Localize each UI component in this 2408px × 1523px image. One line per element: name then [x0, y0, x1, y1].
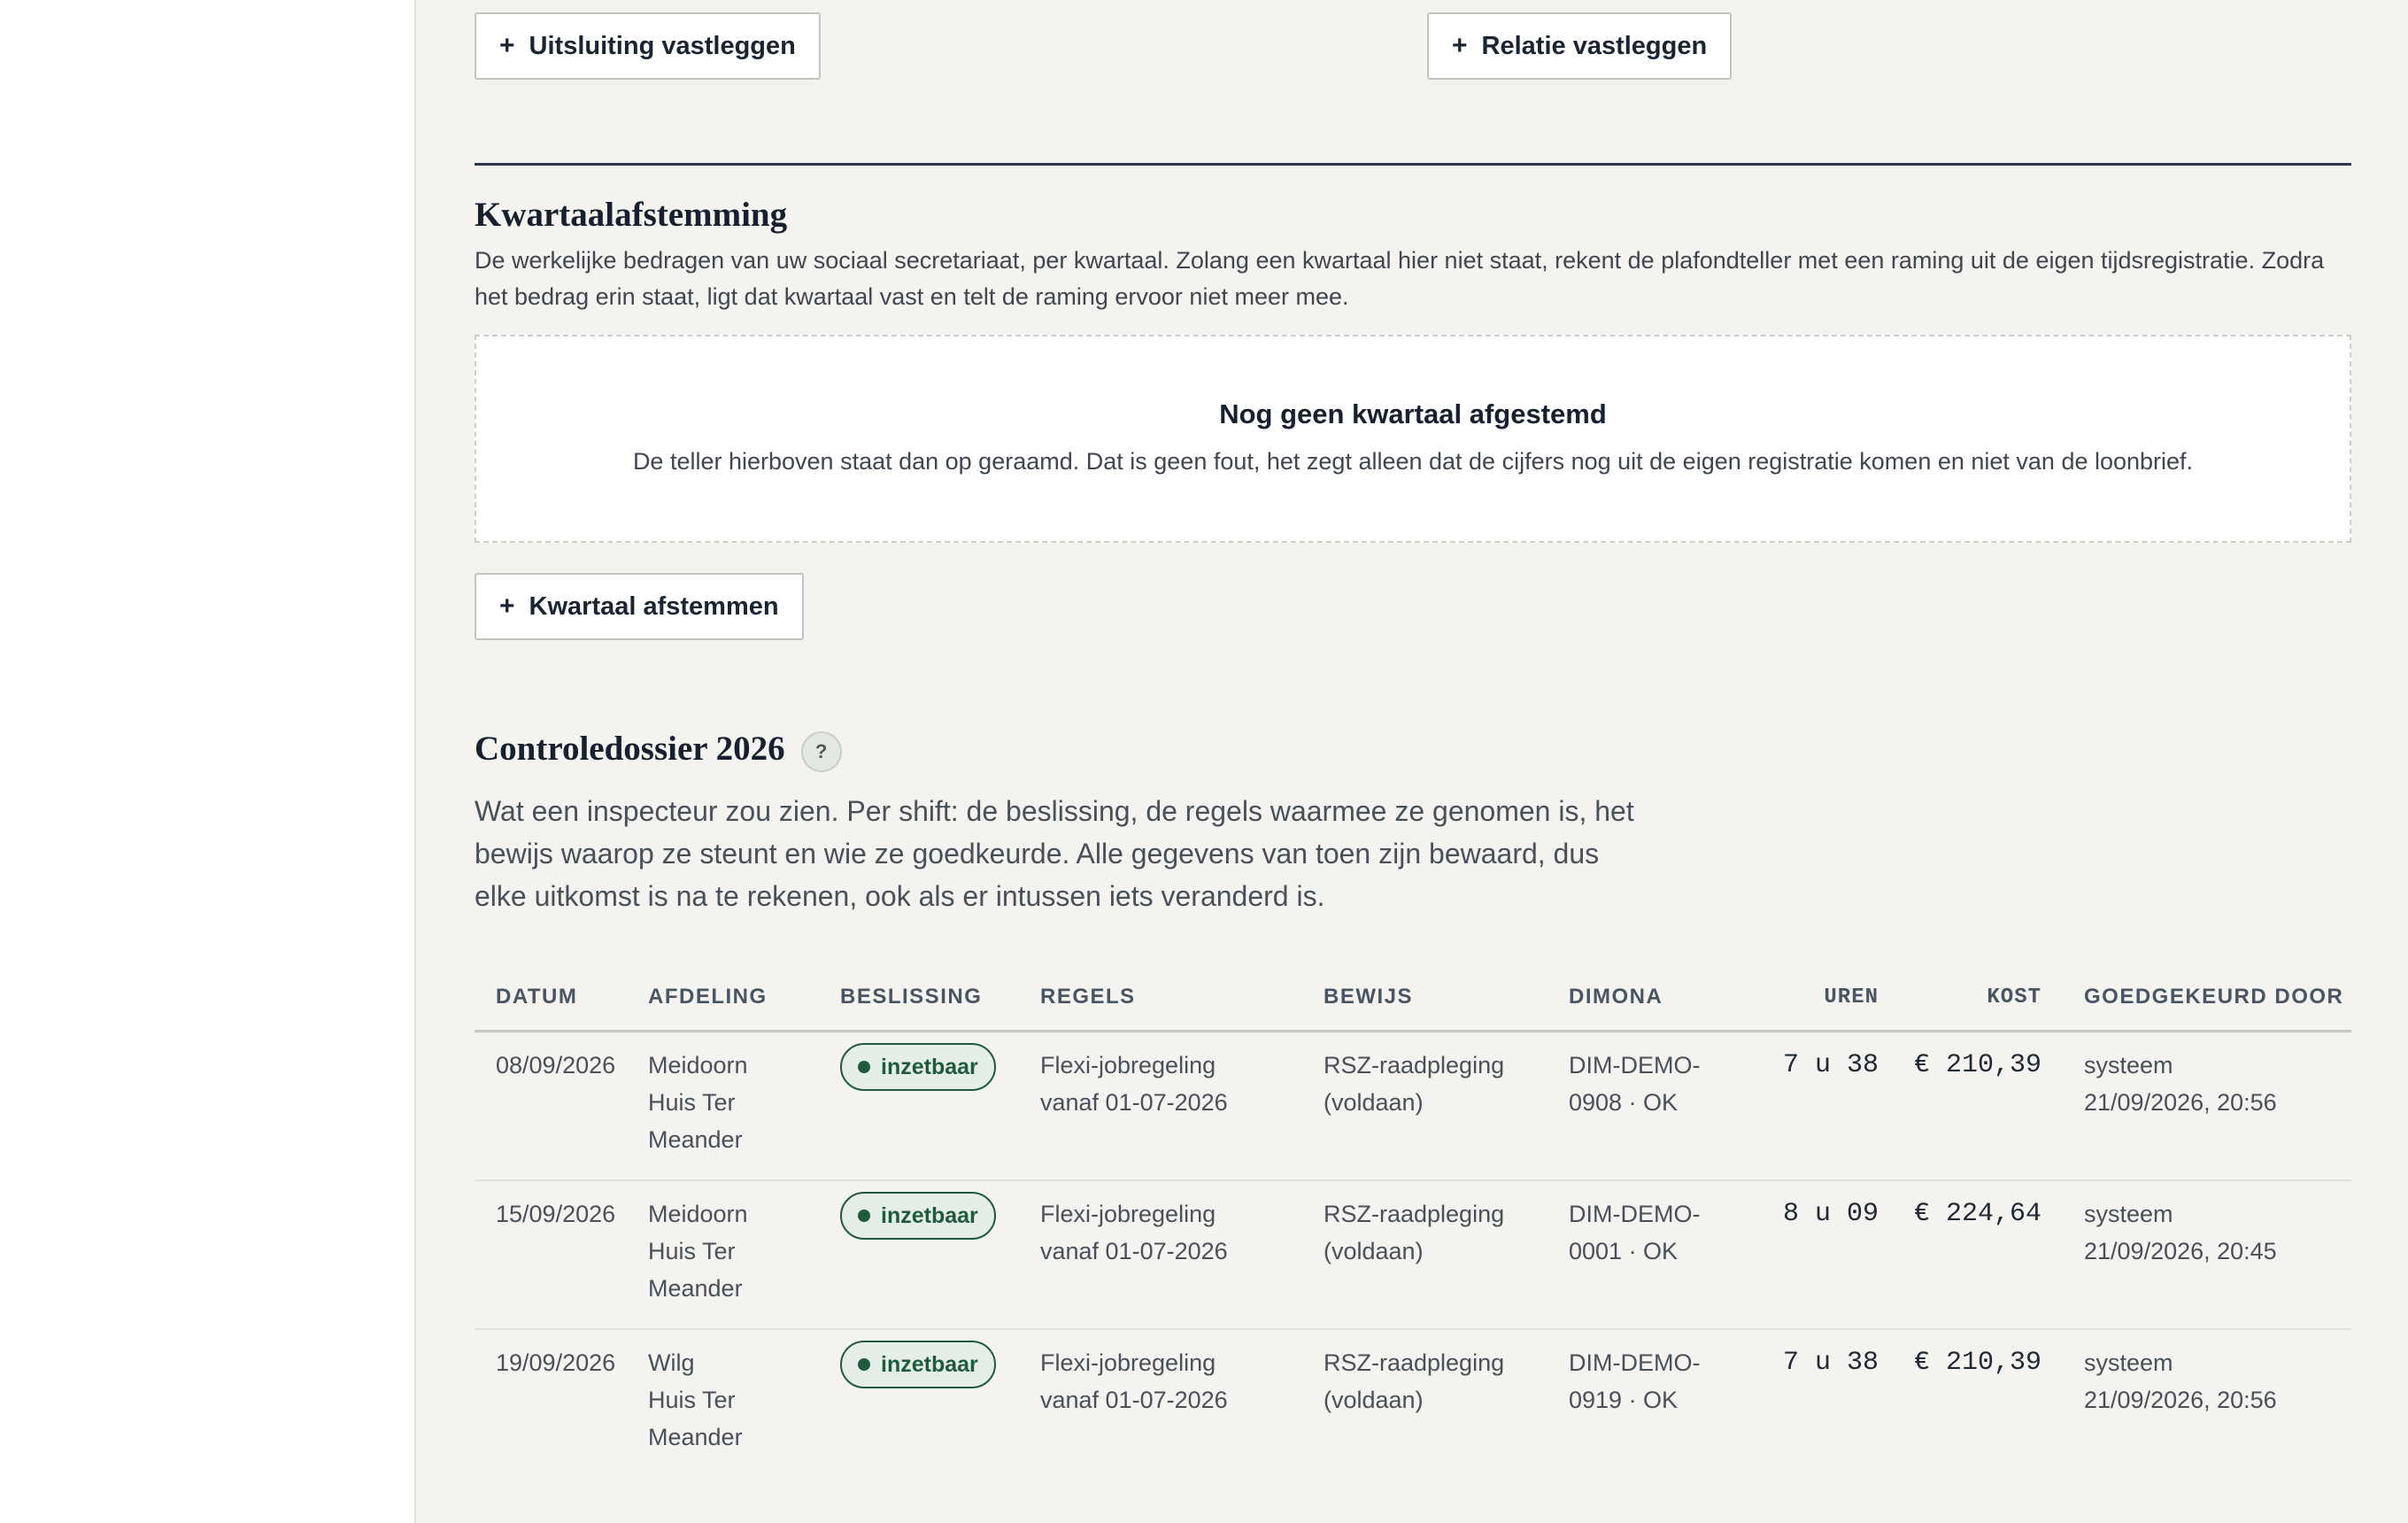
cell-dimona	[1569, 1329, 1755, 1477]
evidence-name: RSZ-raadpleging	[1324, 1349, 1505, 1376]
cell-bewijs	[1324, 1329, 1569, 1477]
approver-name: systeem	[2084, 1051, 2173, 1078]
status-badge-label: inzetbaar	[881, 1202, 978, 1228]
column-header-goedgekeurd[interactable]: GOEDGEKEURD DOOR	[2041, 965, 2351, 1031]
approver-name: systeem	[2084, 1349, 2173, 1376]
sidebar	[0, 0, 416, 1523]
audit-file-description: Wat een inspecteur zou zien. Per shift: de beslissing, de regels waarmee ze genomen is, het bewijs waarop ze steunt en wie ze goedkeurde. Alle gegevens van toen zijn bewaard, dus elke uitkomst is na te rekenen, ook als er intussen iets veranderd is.	[475, 795, 1634, 912]
approval-timestamp: 21/09/2026, 20:45	[2084, 1237, 2277, 1264]
table-header-row	[475, 965, 2351, 1031]
dimona-id-status: 0908 · OK	[1569, 1088, 1679, 1116]
cell-datum: 15/09/2026	[475, 1180, 648, 1329]
location-line: Meander	[648, 1125, 743, 1153]
column-header-bewijs[interactable]: BEWIJS	[1324, 965, 1569, 1031]
dimona-id: DIM-DEMO-	[1569, 1349, 1701, 1376]
cell-dimona	[1569, 1031, 1755, 1180]
section-divider	[475, 163, 2351, 166]
evidence-name: RSZ-raadpleging	[1324, 1051, 1505, 1078]
cell-beslissing	[840, 1180, 1040, 1329]
cell-regels	[1040, 1031, 1324, 1180]
location-line: Meander	[648, 1274, 743, 1302]
empty-state-box	[475, 335, 2351, 543]
approval-timestamp: 21/09/2026, 20:56	[2084, 1386, 2277, 1413]
status-badge-label: inzetbaar	[881, 1054, 978, 1079]
empty-state-text: De teller hierboven staat dan op geraamd. Dat is geen fout, het zegt alleen dat de cijfers nog uit de eigen registratie komen en niet van de loonbrief.	[632, 448, 2194, 475]
cell-datum: 19/09/2026	[496, 1349, 616, 1376]
cell-beslissing	[840, 1031, 1040, 1180]
cell-datum: 08/09/2026	[475, 1031, 648, 1180]
column-header-beslissing[interactable]: BESLISSING	[840, 965, 1040, 1031]
status-badge	[840, 1192, 996, 1240]
status-badge-label: inzetbaar	[881, 1351, 978, 1377]
add-relation-label: Relatie vastleggen	[1481, 31, 1708, 60]
cell-afdeling	[648, 1180, 840, 1329]
department-name: Meidoorn	[648, 1051, 748, 1078]
cell-bewijs	[1324, 1031, 1569, 1180]
cell-afdeling	[648, 1031, 840, 1180]
cell-regels	[1040, 1329, 1324, 1477]
plus-icon: +	[1452, 31, 1468, 60]
column-header-afdeling[interactable]: AFDELING	[648, 965, 840, 1031]
location-line: Huis Ter	[648, 1088, 736, 1116]
status-badge	[840, 1043, 996, 1091]
audit-file-title: Controledossier 2026	[475, 729, 785, 768]
evidence-status: (voldaan)	[1324, 1088, 1424, 1116]
rule-date: vanaf 01-07-2026	[1040, 1088, 1228, 1116]
department-name: Meidoorn	[648, 1200, 748, 1227]
evidence-status: (voldaan)	[1324, 1386, 1424, 1413]
cell-beslissing	[840, 1329, 1040, 1477]
status-badge	[840, 1341, 996, 1388]
location-line: Huis Ter	[648, 1237, 736, 1264]
table-row[interactable]	[475, 1031, 2351, 1180]
status-dot-icon	[858, 1061, 870, 1073]
audit-table	[475, 965, 2351, 1477]
cell-goedgekeurd	[2041, 1329, 2351, 1477]
evidence-name: RSZ-raadpleging	[1324, 1200, 1505, 1227]
quarter-reconciliation-title: Kwartaalafstemming	[475, 196, 788, 234]
status-dot-icon	[858, 1358, 870, 1371]
evidence-status: (voldaan)	[1324, 1237, 1424, 1264]
cell-uren: 7 u 38	[1782, 1347, 1879, 1378]
approval-timestamp: 21/09/2026, 20:56	[2084, 1088, 2277, 1116]
location-line: Meander	[648, 1423, 743, 1450]
cell-uren: 7 u 38	[1755, 1031, 1879, 1180]
quarter-reconciliation-description: De werkelijke bedragen van uw sociaal secretariaat, per kwartaal. Zolang een kwartaal hier niet staat, rekent de plafondteller met een raming uit de eigen tijdsregistratie. Zodra het bedrag erin staat, ligt dat kwartaal vast en telt de raming ervoor niet meer mee.	[475, 247, 2325, 310]
department-name: Wilg	[648, 1349, 695, 1376]
cell-kost: € 224,64	[1879, 1180, 2041, 1329]
cell-uren: 8 u 09	[1755, 1180, 1879, 1329]
column-header-kost[interactable]: KOST	[1879, 965, 2041, 1031]
plus-icon: +	[499, 591, 515, 621]
cell-dimona	[1569, 1180, 1755, 1329]
cell-regels	[1040, 1180, 1324, 1329]
rule-name: Flexi-jobregeling	[1040, 1051, 1216, 1078]
location-line: Huis Ter	[648, 1386, 736, 1413]
add-exclusion-label: Uitsluiting vastleggen	[529, 31, 796, 60]
table-row[interactable]	[475, 1180, 2351, 1329]
cell-bewijs	[1324, 1180, 1569, 1329]
table-row[interactable]	[475, 1329, 2351, 1477]
status-dot-icon	[858, 1210, 870, 1222]
rule-name: Flexi-jobregeling	[1040, 1349, 1216, 1376]
reconcile-quarter-label: Kwartaal afstemmen	[529, 591, 779, 621]
column-header-dimona[interactable]: DIMONA	[1569, 965, 1755, 1031]
cell-goedgekeurd	[2041, 1180, 2351, 1329]
column-header-regels[interactable]: REGELS	[1040, 965, 1324, 1031]
dimona-id-status: 0001 · OK	[1569, 1237, 1679, 1264]
empty-state-title: Nog geen kwartaal afgestemd	[1219, 398, 1607, 429]
cell-goedgekeurd	[2041, 1031, 2351, 1180]
cell-kost: € 210,39	[1913, 1347, 2041, 1378]
add-exclusion-button[interactable]	[475, 12, 821, 80]
cell-afdeling	[648, 1329, 840, 1477]
add-relation-button[interactable]	[1427, 12, 1732, 80]
reconcile-quarter-button[interactable]	[475, 573, 804, 640]
column-header-datum[interactable]: DATUM	[475, 965, 648, 1031]
rule-date: vanaf 01-07-2026	[1040, 1386, 1228, 1413]
dimona-id-status: 0919 · OK	[1569, 1386, 1679, 1413]
main-content	[475, 0, 2351, 1523]
rule-name: Flexi-jobregeling	[1040, 1200, 1216, 1227]
column-header-uren[interactable]: UREN	[1755, 965, 1879, 1031]
dimona-id: DIM-DEMO-	[1569, 1051, 1701, 1078]
plus-icon: +	[499, 31, 515, 60]
rule-date: vanaf 01-07-2026	[1040, 1237, 1228, 1264]
cell-kost: € 210,39	[1879, 1031, 2041, 1180]
audit-file-header	[475, 724, 842, 772]
help-icon[interactable]: ?	[801, 731, 842, 772]
dimona-id: DIM-DEMO-	[1569, 1200, 1701, 1227]
approver-name: systeem	[2084, 1200, 2173, 1227]
